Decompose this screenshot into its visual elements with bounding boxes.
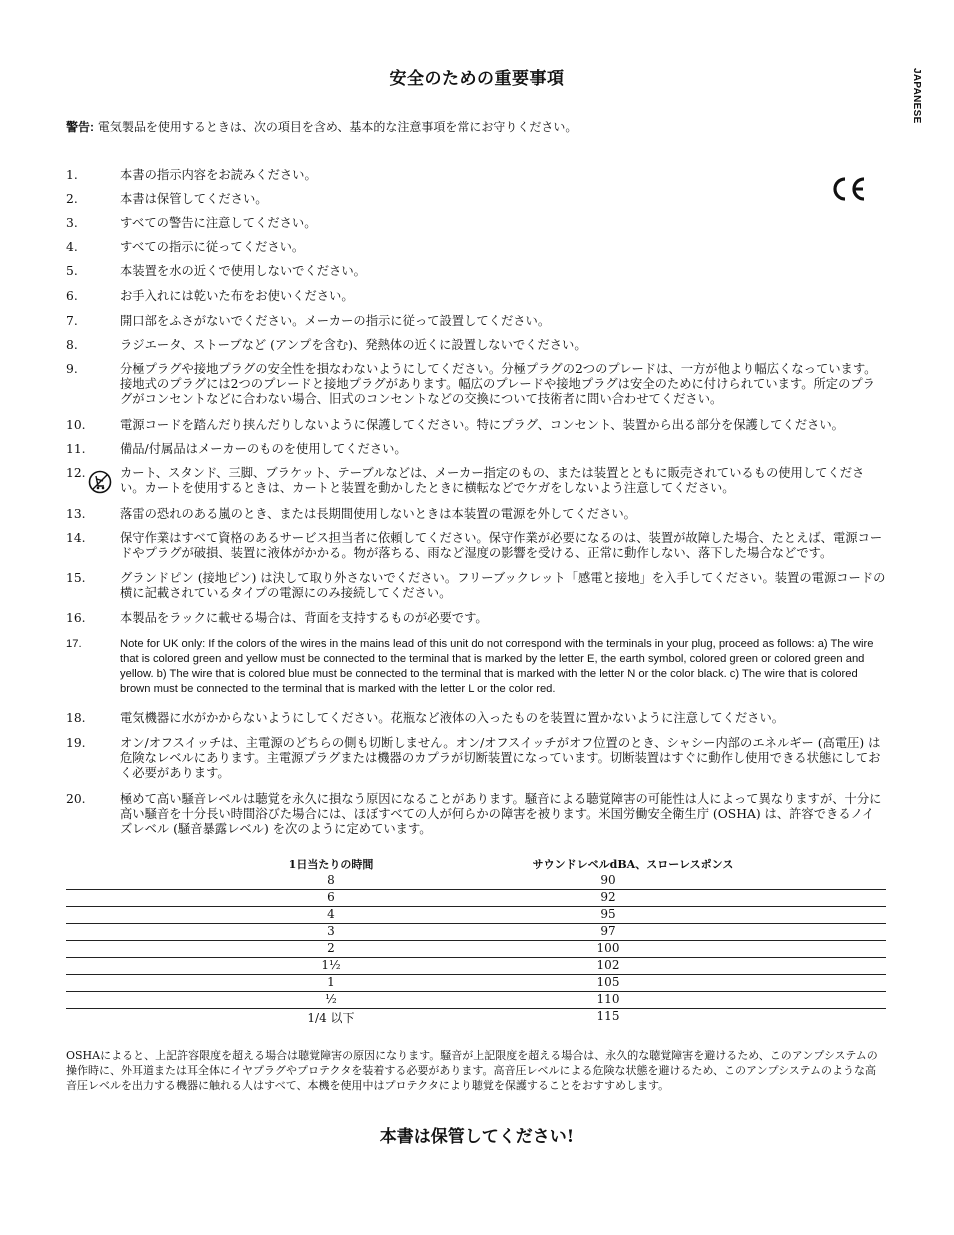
warning-label: 警告:	[66, 120, 94, 134]
item-number: 1.	[66, 168, 78, 182]
item-number: 15.	[66, 571, 86, 585]
table-cell: 102	[596, 958, 620, 972]
item-text: 保守作業はすべて資格のあるサービス担当者に依頼してください。保守作業が必要になるのは、装置が故障した場合、たとえば、電源コードやプラグが破損、装置に液体がかかる。物が落ちる、雨など湿度の影響を受ける、正常に動作しない、落下した場合などです。	[120, 531, 883, 560]
table-cell: 90	[600, 873, 616, 887]
item-number: 17.	[66, 638, 82, 650]
table-cell: 115	[596, 1009, 620, 1023]
table-row	[66, 975, 886, 992]
item-number: 13.	[66, 507, 86, 521]
table-row	[66, 890, 886, 907]
table-row	[66, 958, 886, 975]
table-cell: 1/4 以下	[307, 1011, 355, 1025]
table-row	[66, 941, 886, 958]
item-text: 開口部をふさがないでください。メーカーの指示に従って設置してください。	[120, 314, 551, 328]
table-cell: 105	[596, 975, 620, 989]
item-text: カート、スタンド、三脚、ブラケット、テーブルなどは、メーカー指定のもの、または装置とともに販売されているもの使用してください。カートを使用するときは、カートと装置を動かしたときに横転などでケガをしないよう注意してください。	[120, 466, 865, 495]
item-text: 電源コードを踏んだり挟んだりしないように保護してください。特にプラグ、コンセント、装置から出る部分を保護してください。	[120, 418, 844, 432]
table-cell: 6	[327, 890, 335, 904]
item-number: 2.	[66, 192, 78, 206]
cart-tip-over-warning-icon	[88, 470, 112, 494]
table-cell: 110	[596, 992, 620, 1006]
page-title: 安全のための重要事項	[389, 69, 565, 89]
table-cell: 3	[327, 924, 335, 938]
table-cell: 100	[596, 941, 620, 955]
item-number: 19.	[66, 736, 86, 750]
item-number: 20.	[66, 792, 86, 806]
column-header-sound-level: サウンドレベルdBA、スローレスポンス	[532, 858, 734, 871]
item-text: グランドピン (接地ピン) は決して取り外さないでください。フリーブックレット「感電と接地」を入手してください。装置の電源コードの横に記載されているタイプの電源にのみ接続してください。	[120, 571, 886, 600]
table-cell: 1	[327, 975, 335, 989]
item-number: 16.	[66, 611, 86, 625]
item-number: 8.	[66, 338, 78, 352]
item-text: 分極プラグや接地プラグの安全性を損なわないようにしてください。分極プラグの2つのプレードは、一方が他より幅広くなっています。接地式のプラグには2つのプレードと接地プラグがあります。幅広のプレードや接地プラグは安全のために付けられています。所定のプラグがコンセントなどに合わない場合、旧式のコンセントなどの交換について技術者に問い合わせてください。	[120, 362, 877, 406]
column-header-duration: 1日当たりの時間	[288, 858, 374, 871]
table-cell: 4	[327, 907, 335, 921]
table-cell: 97	[600, 924, 616, 938]
item-text: オン/オフスイッチは、主電源のどちらの側も切断しません。オン/オフスイッチがオフ位置のとき、シャシー内部のエネルギー (高電圧) は危険なレベルにあります。主電源プラグまたは機器のカプラが切断装置になっています。切断装置はすぐに動作し使用できる状態にしておく必要があります。	[120, 736, 881, 780]
item-number: 18.	[66, 711, 86, 725]
item-text: ラジエータ、ストーブなど (アンプを含む)、発熱体の近くに設置しないでください。	[120, 338, 587, 352]
item-text: 本書の指示内容をお読みください。	[120, 168, 317, 182]
item-text: 備品/付属品はメーカーのものを使用してください。	[120, 442, 407, 456]
table-cell: 2	[327, 941, 335, 955]
closing-title: 本書は保管してください!	[379, 1127, 575, 1147]
item-text: お手入れには乾いた布をお使いください。	[120, 289, 354, 303]
item-text: すべての警告に注意してください。	[120, 216, 317, 230]
item-text: 電気機器に水がかからないようにしてください。花瓶など液体の入ったものを装置に置かないように注意してください。	[120, 711, 785, 725]
item-text: 落雷の恐れのある嵐のとき、または長期間使用しないときは本装置の電源を外してください。	[120, 507, 636, 521]
table-cell: 92	[600, 890, 616, 904]
item-number: 9.	[66, 362, 78, 376]
warning-text: 電気製品を使用するときは、次の項目を含め、基本的な注意事項を常にお守りください。	[94, 120, 578, 134]
item-number: 14.	[66, 531, 86, 545]
item-text: 本書は保管してください。	[120, 192, 268, 206]
item-number: 10.	[66, 418, 86, 432]
table-row	[66, 924, 886, 941]
table-row	[66, 992, 886, 1009]
item-number: 3.	[66, 216, 78, 230]
item-text: 本装置を水の近くで使用しないでください。	[120, 264, 366, 278]
warning-line	[66, 118, 886, 135]
item-number: 4.	[66, 240, 78, 254]
item-number: 7.	[66, 314, 78, 328]
language-tab: JAPANESE	[911, 68, 922, 124]
osha-note: OSHAによると、上記許容限度を超える場合は聴覚障害の原因になります。騒音が上記限度を超える場合は、永久的な聴覚障害を避けるため、このアンプシステムの操作時に、外耳道または耳全体にイヤプラグやプロテクタを装着する必要があります。高音圧レベルによる危険な状態を避けるため、このアンプシステムのような高音圧レベルを出力する機器に触れる人はすべて、本機を使用中はプロテクタにより聴覚を保護することをおすすめします。	[66, 1049, 878, 1092]
table-row	[66, 1009, 886, 1025]
table-row	[66, 907, 886, 924]
item-text: 極めて高い騒音レベルは聴覚を永久に損なう原因になることがあります。騒音による聴覚障害の可能性は人によって異なりますが、十分に高い騒音を十分長い時間浴びた場合には、ほぼすべての人が何らかの障害を被ります。米国労働安全衛生庁 (OSHA) は、許容できるノイズレベル (騒音暴露レベル) を次のように定めています。	[120, 792, 882, 836]
item-number: 11.	[66, 442, 86, 456]
item-number: 6.	[66, 289, 78, 303]
item-number: 5.	[66, 264, 78, 278]
table-cell: 8	[327, 873, 335, 887]
table-cell: ½	[325, 992, 337, 1006]
table-cell: 1½	[321, 958, 341, 972]
item-text: Note for UK only: If the colors of the wires in the mains lead of this unit do not correspond with the terminals in your plug, proceed as follows: a) The wire that is colored green and yellow must be connected to the terminal that is marked by the letter E, the earth symbol, colored green or colored green and yellow. b) The wire that is colored blue must be connected to the terminal that is marked with the letter N or the color black. c) The wire that is colored brown must be connected to the terminal that is marked with the letter L or the color red.	[120, 638, 874, 695]
item-text: 本製品をラックに載せる場合は、背面を支持するものが必要です。	[120, 611, 488, 625]
table-row	[66, 873, 886, 890]
item-text: すべての指示に従ってください。	[120, 240, 305, 254]
table-cell: 95	[600, 907, 616, 921]
item-number: 12.	[66, 466, 86, 480]
